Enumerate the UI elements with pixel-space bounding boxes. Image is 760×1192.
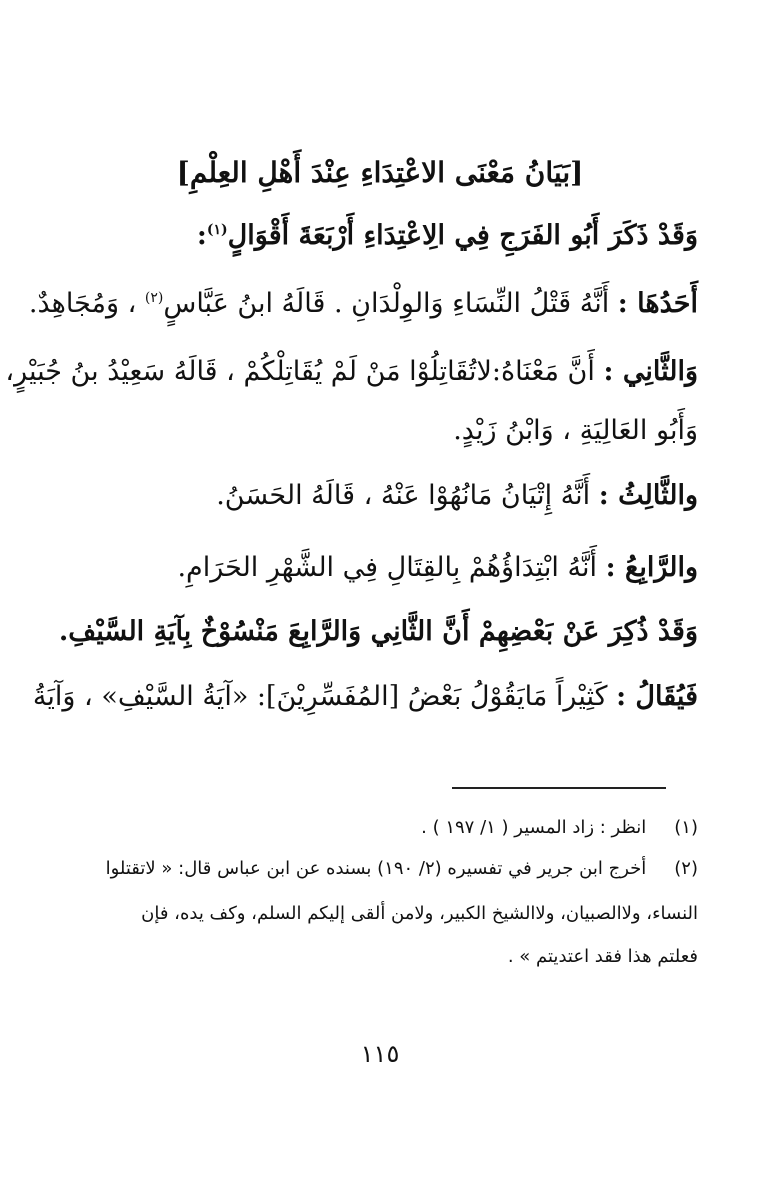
- line-8-rest: كَثِيْراً مَايَقُوْلُ بَعْضُ [المُفَسِّرِيْنَ]: «آيَةُ السَّيْفِ» ، وَآيَةُ: [32, 681, 617, 712]
- line-6-rest: أَنَّهُ ابْتِدَاؤُهُمْ بِالقِتَالِ فِي الشَّهْرِ الحَرَامِ.: [177, 552, 606, 583]
- footnote-2-line-2: [60, 898, 698, 930]
- footnote-2-text-2: النساء، ولاالصبيان، ولاالشيخ الكبير، ولامن ألقى إليكم السلم، وكف يده، فإن: [141, 903, 698, 924]
- text-line-6: [60, 546, 698, 590]
- footnote-ref-2[interactable]: (٢): [144, 290, 164, 306]
- line-2-lead: أَحَدُهَا :: [617, 288, 698, 319]
- section-heading: [بَيَانُ مَعْنَى الاعْتِدَاءِ عِنْدَ أَهْلِ العِلْمِ]: [176, 156, 584, 189]
- line-5-rest: أَنَّهُ إِتْيَانُ مَانُهُوْا عَنْهُ ، قَالَهُ الحَسَنُ.: [216, 480, 599, 511]
- text-line-8: [32, 675, 698, 719]
- line-7-lead: وَقَدْ ذُكِرَ عَنْ بَعْضِهِمْ أَنَّ الثَّانِي وَالرَّابِعَ مَنْسُوْخٌ بِآيَةِ السَّيْفِ.: [58, 616, 698, 647]
- footnote-1: [60, 812, 698, 844]
- footnote-1-text: انظر : زاد المسير ( ١/ ١٩٧ ) .: [421, 817, 647, 838]
- text-line-4: [60, 409, 698, 453]
- text-line-1: [60, 214, 698, 258]
- line-1-rest: :: [196, 220, 207, 251]
- line-1-lead: وَقَدْ ذَكَرَ أَبُو الفَرَجِ فِي الِاعْتِدَاءِ أَرْبَعَةَ أَقْوَالٍ: [227, 220, 698, 251]
- line-3-lead: وَالثَّانِي :: [603, 356, 698, 387]
- footnote-2-text: أخرج ابن جرير في تفسيره (٢/ ١٩٠) بسنده عن ابن عباس قال: « لاتقتلوا: [105, 858, 647, 879]
- line-8-lead: فَيُقَالُ :: [616, 681, 698, 712]
- line-3-rest: أَنَّ مَعْنَاهُ:لاتُقَاتِلُوْا مَنْ لَمْ يُقَاتِلْكُمْ ، قَالَهُ سَعِيْدُ بنُ جُبَيْرٍ،: [5, 356, 604, 387]
- line-5-lead: والثَّالِثُ :: [598, 480, 698, 511]
- footnote-ref-1[interactable]: (١): [206, 222, 228, 238]
- footnote-2-number: (٢): [674, 858, 698, 879]
- text-line-2: [28, 282, 698, 326]
- footnote-2-line-3: [60, 941, 698, 973]
- footnote-2: [60, 853, 698, 885]
- line-6-lead: والرَّابِعُ :: [605, 552, 698, 583]
- footnote-divider: [452, 787, 666, 789]
- line-2-rest: أَنَّهُ قَتْلُ النِّسَاءِ وَالوِلْدَانِ . قَالَهُ ابنُ عَبَّاسٍ: [163, 288, 618, 319]
- footnote-2-text-3: فعلتم هذا فقد اعتديتم » .: [507, 946, 698, 967]
- text-line-5: [60, 474, 698, 518]
- text-line-7: [60, 610, 698, 654]
- line-4-rest: وَأَبُو العَالِيَةِ ، وَابْنُ زَيْدٍ.: [453, 415, 698, 446]
- line-2-tail: ، وَمُجَاهِدٌ.: [28, 288, 145, 319]
- footnote-1-number: (١): [674, 817, 698, 838]
- page-number: ١١٥: [360, 1040, 400, 1068]
- text-line-3: [5, 350, 698, 394]
